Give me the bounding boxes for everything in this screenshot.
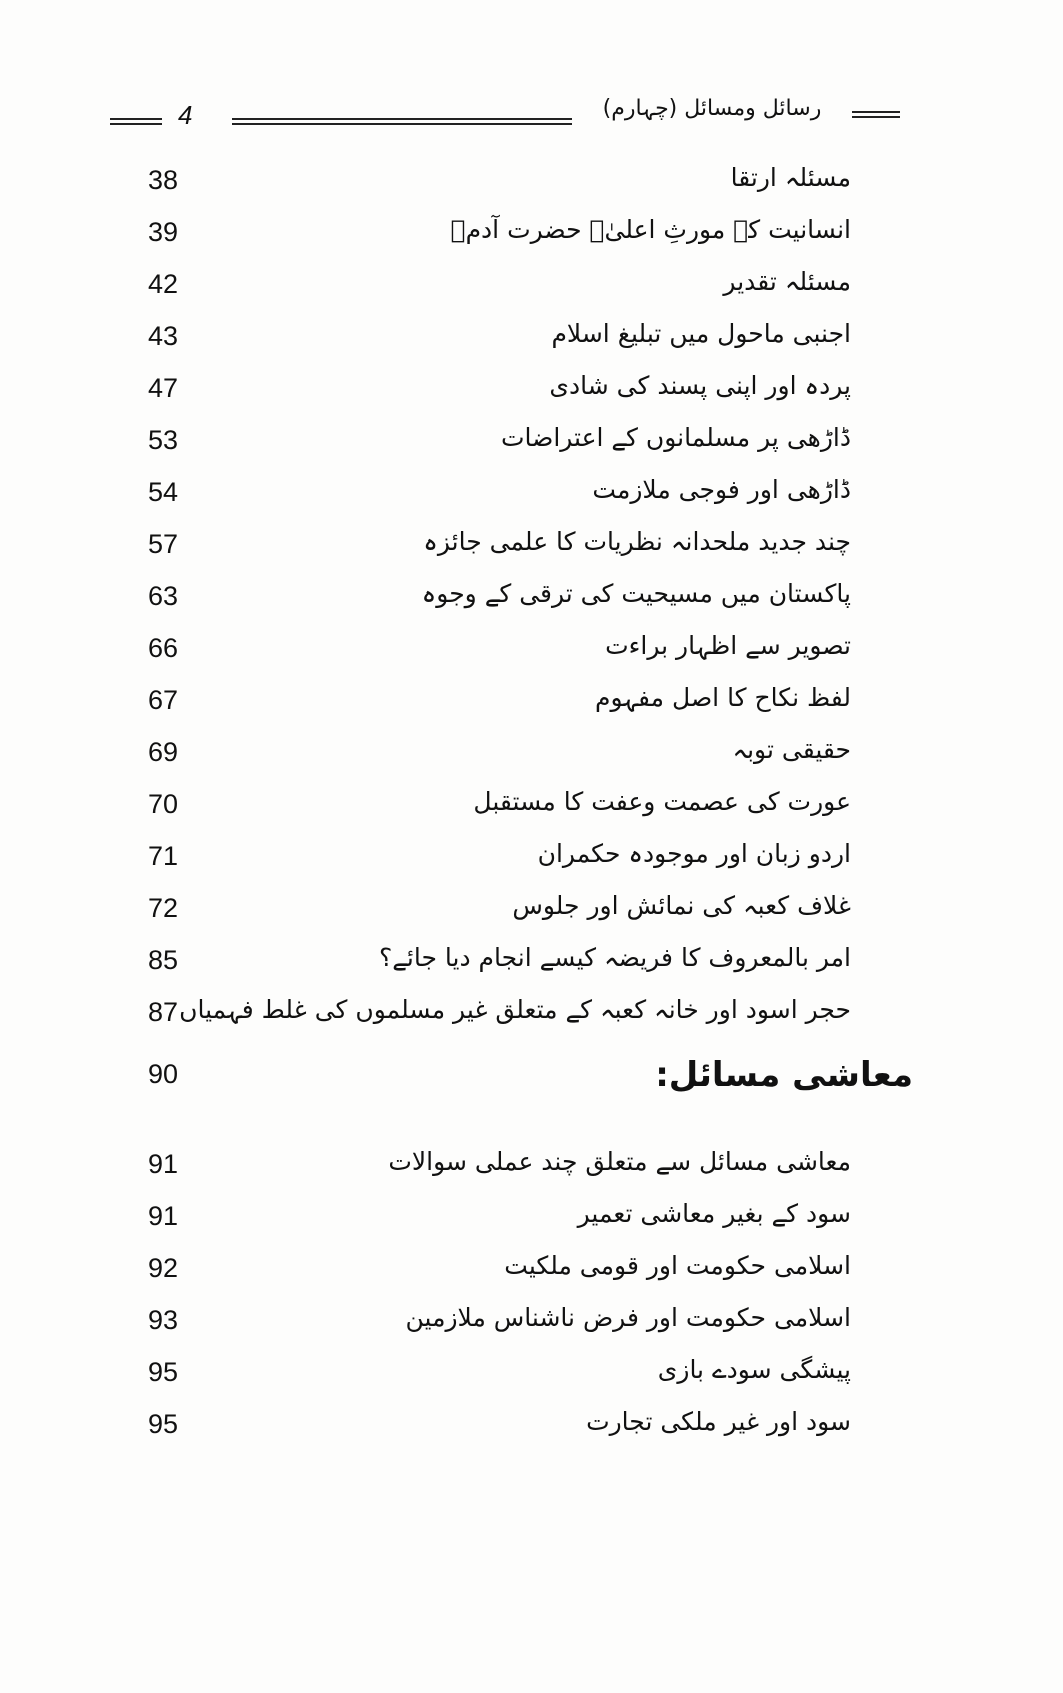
toc-row [0, 938, 1063, 984]
toc-row [0, 418, 1063, 464]
toc-entry-title: معاشی مسائل سے متعلق چند عملی سوالات [388, 1147, 851, 1176]
toc-entry-title: سود کے بغیر معاشی تعمیر [577, 1199, 851, 1228]
toc-row [0, 1350, 1063, 1396]
toc-row [0, 1194, 1063, 1240]
toc-entry-page: 53 [148, 425, 179, 455]
toc-entry-title: امر بالمعروف کا فریضہ کیسے انجام دیا جائے؟ [379, 943, 851, 972]
toc-row [0, 1142, 1063, 1188]
toc-entry-page: 91 [148, 1149, 179, 1179]
toc-row [0, 678, 1063, 724]
toc-entry-title: حقیقی توبہ [732, 735, 851, 764]
page-header [110, 96, 900, 136]
toc-entry-title: ڈاڑھی اور فوجی ملازمت [592, 475, 851, 504]
toc-entry-page: 72 [148, 893, 179, 923]
toc-row [0, 262, 1063, 308]
toc-row [0, 782, 1063, 828]
toc-entry-title: مسئلہ تقدیر [723, 267, 851, 296]
toc-entry-page: 91 [148, 1201, 179, 1231]
toc-entry-title: غلاف کعبہ کی نمائش اور جلوس [512, 891, 851, 920]
toc-row [0, 626, 1063, 672]
toc-entry-page: 85 [148, 945, 179, 975]
toc-entry-page: 95 [148, 1409, 179, 1439]
toc-entry-page: 57 [148, 529, 179, 559]
toc-entry-page: 39 [148, 217, 179, 247]
toc-entry-page: 66 [148, 633, 179, 663]
toc-row [0, 158, 1063, 204]
toc-entry-page: 71 [148, 841, 179, 871]
toc-entry-page: 38 [148, 165, 179, 195]
toc-entry-title: لفظ نکاح کا اصل مفہوم [594, 683, 851, 712]
page-number: 4 [178, 100, 193, 130]
toc-row [0, 1246, 1063, 1292]
toc-entry-title: سود اور غیر ملکی تجارت [586, 1407, 851, 1436]
section-heading-page: 90 [148, 1059, 179, 1089]
toc-entry-page: 70 [148, 789, 179, 819]
toc-row [0, 886, 1063, 932]
toc-entry-title: اردو زبان اور موجودہ حکمران [537, 839, 851, 868]
toc-row [0, 366, 1063, 412]
toc-entry-page: 42 [148, 269, 179, 299]
toc-entry-page: 54 [148, 477, 179, 507]
toc-entry-title: انسانیت کے مورثِ اعلیٰ۔ حضرت آدمؑ [450, 215, 851, 244]
toc-row [0, 1298, 1063, 1344]
header-rule-right [852, 111, 900, 113]
toc-entry-page: 43 [148, 321, 179, 351]
toc-entry-page: 47 [148, 373, 179, 403]
toc-entry-page: 63 [148, 581, 179, 611]
toc-row [0, 834, 1063, 880]
toc-row [0, 990, 1063, 1036]
toc-row [0, 522, 1063, 568]
toc-entry-page: 93 [148, 1305, 179, 1335]
toc-entry-title: تصویر سے اظہار براءت [605, 631, 851, 660]
toc-entry-title: عورت کی عصمت وعفت کا مستقبل [473, 787, 851, 816]
toc-entry-page: 92 [148, 1253, 179, 1283]
header-rule-left [110, 118, 162, 120]
header-rule-middle [232, 118, 572, 120]
toc-row [0, 470, 1063, 516]
toc-entry-title: مسئلہ ارتقا [730, 163, 851, 192]
section-heading-title: معاشی مسائل: [655, 1055, 913, 1095]
toc-entry-page: 67 [148, 685, 179, 715]
section-heading [0, 1052, 1063, 1098]
toc-entry-title: چند جدید ملحدانہ نظریات کا علمی جائزہ [423, 527, 851, 556]
toc-row [0, 574, 1063, 620]
toc-row [0, 210, 1063, 256]
toc-entry-title: ڈاڑھی پر مسلمانوں کے اعتراضات [500, 423, 851, 452]
toc-entry-page: 69 [148, 737, 179, 767]
toc-entry-title: اسلامی حکومت اور فرض ناشناس ملازمین [405, 1303, 851, 1332]
toc-entry-page: 87 [148, 997, 179, 1027]
toc-row [0, 314, 1063, 360]
toc-entry-title: پیشگی سودے بازی [657, 1355, 851, 1384]
toc-entry-title: پاکستان میں مسیحیت کی ترقی کے وجوہ [421, 579, 851, 608]
toc-entry-page: 95 [148, 1357, 179, 1387]
toc-entry-title: اسلامی حکومت اور قومی ملکیت [504, 1251, 851, 1280]
toc-row [0, 730, 1063, 776]
toc-entry-title: پردہ اور اپنی پسند کی شادی [549, 371, 851, 400]
toc-entry-title: اجنبی ماحول میں تبلیغ اسلام [551, 319, 851, 348]
toc-entry-title: حجر اسود اور خانہ کعبہ کے متعلق غیر مسلموں کی غلط فہمیاں [179, 995, 851, 1024]
toc-row [0, 1402, 1063, 1448]
book-title: رسائل ومسائل (چہارم) [602, 96, 822, 121]
